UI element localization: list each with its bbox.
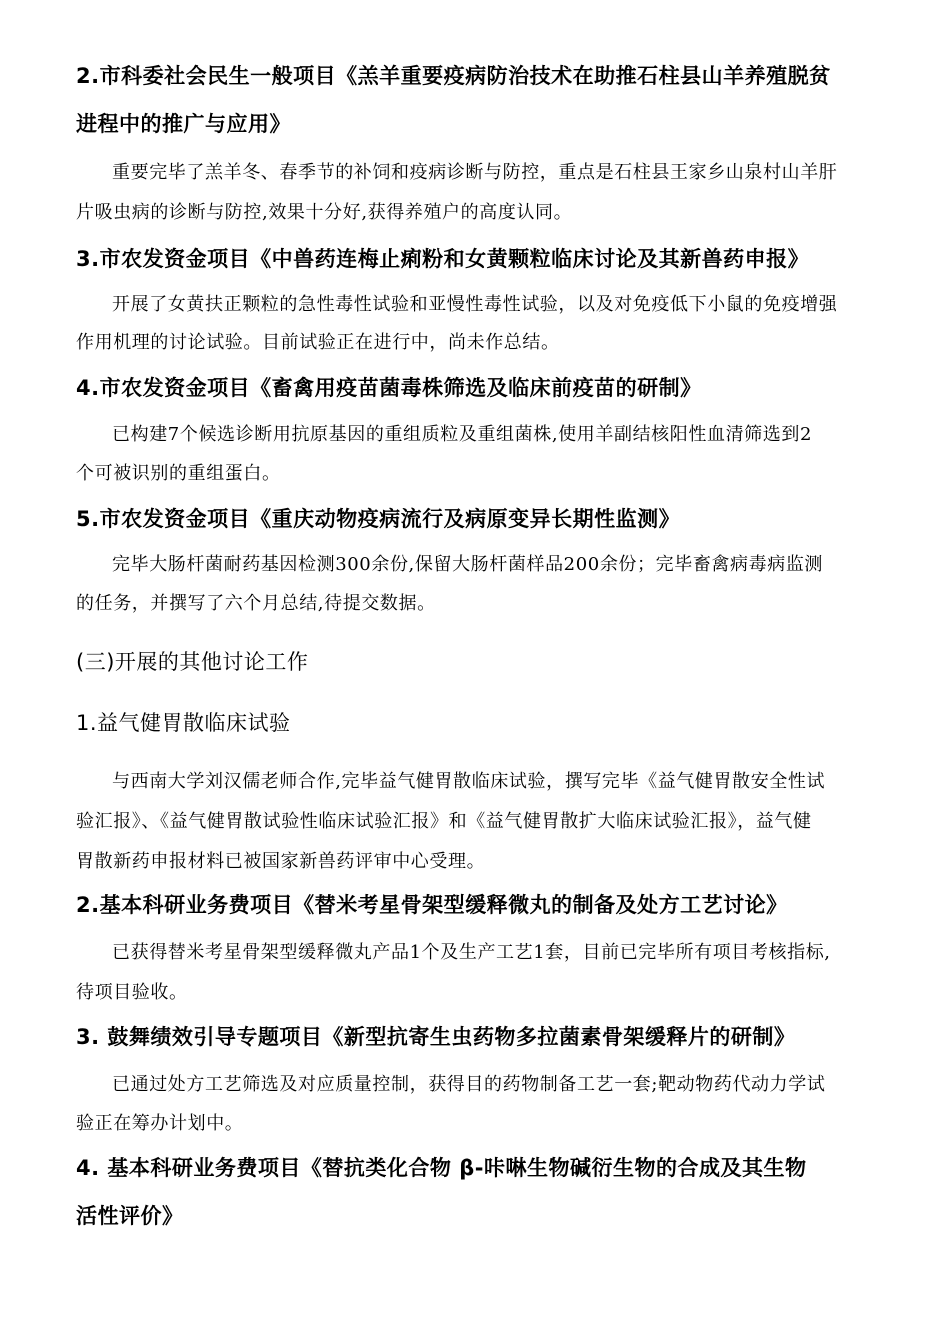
heading-other-4-cont: 活性评价》 — [76, 1204, 184, 1228]
paragraph-line: 与西南大学刘汉儒老师合作,完毕益气健胃散临床试验，撰写完毕《益气健胃散安全性试 — [112, 771, 826, 792]
paragraph-line: 已构建7个候选诊断用抗原基因的重组质粒及重组菌株,使用羊副结核阳性血清筛选到2 — [112, 424, 813, 445]
paragraph-line: 待项目验收。 — [76, 982, 188, 1003]
heading-item-3: 3.市农发资金项目《中兽药连梅止痢粉和女黄颗粒临床讨论及其新兽药申报》 — [76, 247, 810, 271]
paragraph-line: 验正在筹办计划中。 — [76, 1113, 244, 1134]
heading-item-4: 4.市农发资金项目《畜禽用疫苗菌毒株筛选及临床前疫苗的研制》 — [76, 376, 702, 400]
heading-item-2-cont: 进程中的推广与应用》 — [76, 112, 291, 136]
heading-other-4: 4. 基本科研业务费项目《替抗类化合物 β-咔啉生物碱衍生物的合成及其生物 — [76, 1156, 807, 1180]
paragraph-line: 作用机理的讨论试验。目前试验正在进行中，尚未作总结。 — [76, 332, 560, 353]
paragraph-line: 重要完毕了羔羊冬、春季节的补饲和疫病诊断与防控，重点是石柱县王家乡山泉村山羊肝 — [112, 162, 838, 183]
heading-other-2: 2.基本科研业务费项目《替米考星骨架型缓释微丸的制备及处方工艺讨论》 — [76, 893, 788, 917]
heading-other-1: 1.益气健胃散临床试验 — [76, 711, 291, 735]
paragraph-line: 验汇报》、《益气健胃散试验性临床试验汇报》和《益气健胃散扩大临床试验汇报》，益气健 — [76, 811, 812, 832]
paragraph-line: 完毕大肠杆菌耐药基因检测300余份,保留大肠杆菌样品200余份；完毕畜禽病毒病监测 — [112, 554, 824, 575]
heading-item-2: 2.市科委社会民生一般项目《羔羊重要疫病防治技术在助推石柱县山羊养殖脱贫 — [76, 64, 831, 88]
paragraph-line: 开展了女黄扶正颗粒的急性毒性试验和亚慢性毒性试验，以及对免疫低下小鼠的免疫增强 — [112, 294, 838, 315]
paragraph-line: 的任务，并撰写了六个月总结,待提交数据。 — [76, 593, 436, 614]
paragraph-line: 片吸虫病的诊断与防控,效果十分好,获得养殖户的高度认同。 — [76, 202, 573, 223]
heading-item-5: 5.市农发资金项目《重庆动物疫病流行及病原变异长期性监测》 — [76, 507, 681, 531]
paragraph-line: 个可被识别的重组蛋白。 — [76, 463, 281, 484]
paragraph-line: 已获得替米考星骨架型缓释微丸产品1个及生产工艺1套，目前已完毕所有项目考核指标, — [112, 942, 831, 963]
paragraph-line: 胃散新药申报材料已被国家新兽药评审中心受理。 — [76, 851, 486, 872]
heading-other-3: 3. 鼓舞绩效引导专题项目《新型抗寄生虫药物多拉菌素骨架缓释片的研制》 — [76, 1025, 796, 1049]
paragraph-line: 已通过处方工艺筛选及对应质量控制，获得目的药物制备工艺一套;靶动物药代动力学试 — [112, 1074, 826, 1095]
section-heading-3: (三)开展的其他讨论工作 — [76, 650, 309, 674]
